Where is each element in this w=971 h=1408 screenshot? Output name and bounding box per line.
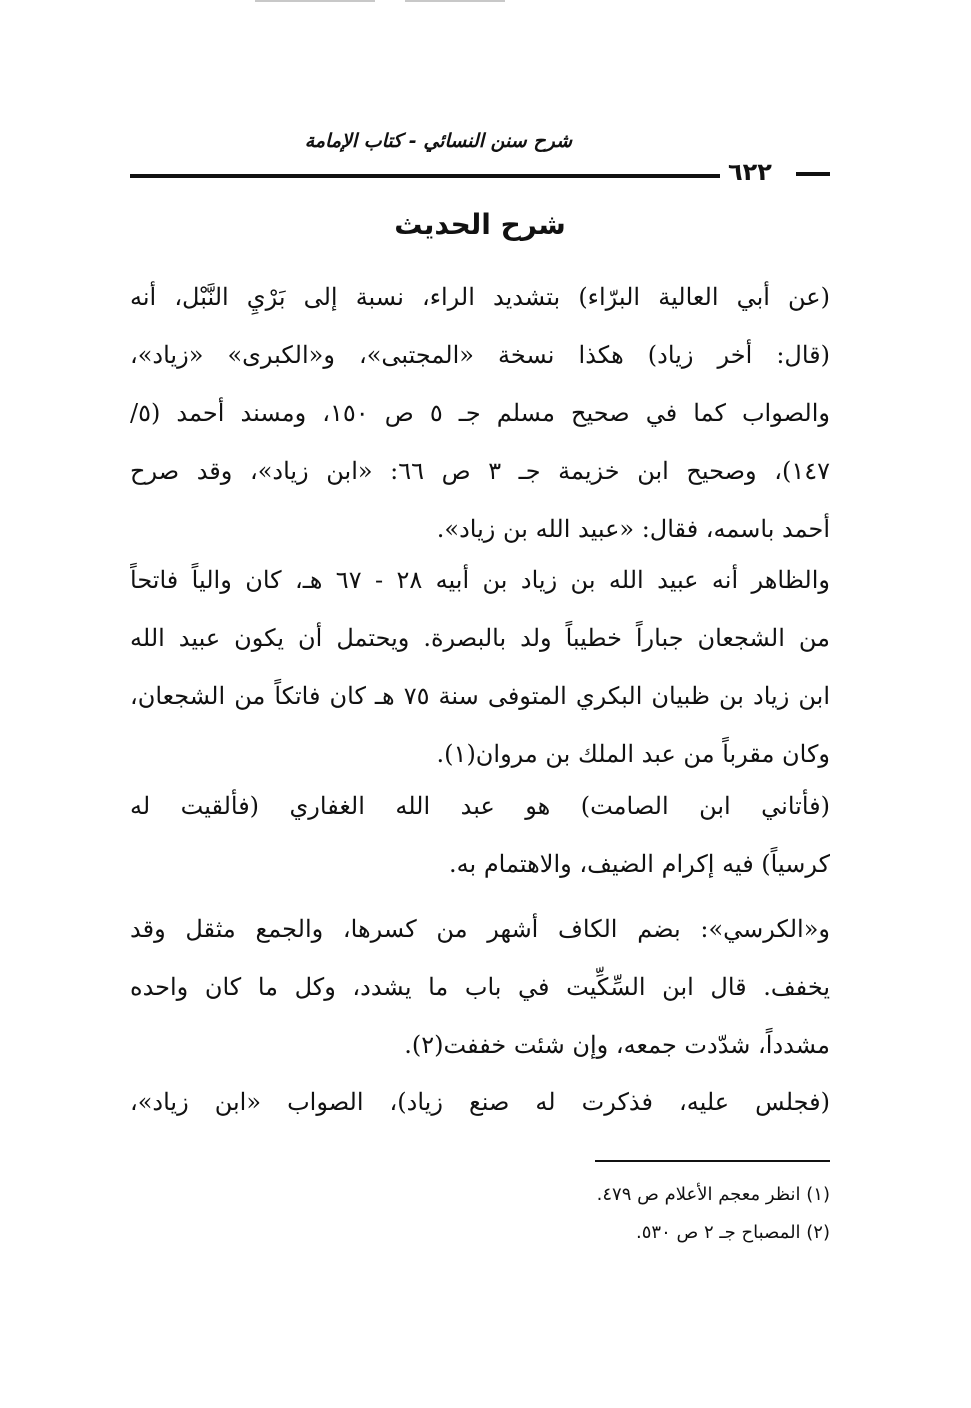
text-line: والصواب كما في صحيح مسلم جـ ٥ ص ١٥٠، ومسند أحمد (٥/ [130, 399, 830, 427]
running-title: شرح سنن النسائي - كتاب الإمامة [304, 130, 572, 152]
text-line: وكان مقرباً من عبد الملك بن مروان(١). [436, 740, 830, 768]
paragraph [130, 551, 830, 783]
footnote: (١) انظر معجم الأعلام ص ٤٧٩. [596, 1184, 830, 1205]
text-line: (فجلس عليه، فذكرت له صنع زياد)، الصواب «ابن زياد»، [130, 1088, 830, 1116]
page-number-dash [796, 172, 830, 176]
paragraph [130, 777, 830, 893]
footnotes [430, 1176, 830, 1252]
paragraph [130, 1073, 830, 1131]
text-line: ١٤٧)، وصحيح ابن خزيمة جـ ٣ ص ٦٦: «ابن زياد»، وقد صرح [130, 457, 830, 485]
text-line: مشدداً، شدّدت جمعه، وإن شئت خففت(٢). [404, 1031, 830, 1059]
text-line: ابن زياد بن ظبيان البكري المتوفى سنة ٧٥ هـ كان فاتكاً من الشجعان، [130, 682, 830, 710]
scan-artifact-line [405, 0, 505, 2]
footnote: (٢) المصباح جـ ٢ ص ٥٣٠. [636, 1222, 830, 1243]
text-line: كرسياً) فيه إكرام الضيف، والاهتمام به. [449, 850, 830, 878]
section-title: شرح الحديث [394, 208, 566, 241]
text-line: و«الكرسي»: بضم الكاف أشهر من كسرها، والجمع مثقل وقد [130, 915, 830, 943]
page-header [130, 122, 830, 186]
header-rule [130, 174, 720, 178]
text-line: يخفف. قال ابن السِّكِّيت في باب ما يشدد، وكل ما كان واحده [130, 973, 830, 1001]
text-line: (فأتاني ابن الصامت) هو عبد الله الغفاري (فألقيت له [130, 792, 830, 820]
text-line: أحمد باسمه، فقال: «عبيد الله بن زياد». [436, 515, 830, 543]
scan-artifact-line [255, 0, 375, 2]
text-line: والظاهر أنه عبيد الله بن زياد بن أبيه ٢٨ - ٦٧ هـ، كان والياً فاتحاً [130, 566, 830, 594]
page-number: ٦٢٢ [728, 158, 772, 186]
text-line: (قال: أخر زياد) هكذا نسخة «المجتبى»، و«الكبرى» «زياد»، [130, 341, 830, 369]
text-line: من الشجعان جباراً خطيباً ولد بالبصرة. ويحتمل أن يكون عبيد الله [130, 624, 830, 652]
text-line: (عن أبي العالية البرّاء) بتشديد الراء، نسبة إلى بَرْيِ النَّبْل، أنه [130, 283, 830, 311]
footnote-rule [595, 1160, 830, 1162]
paragraph [130, 268, 830, 558]
paragraph [130, 900, 830, 1074]
